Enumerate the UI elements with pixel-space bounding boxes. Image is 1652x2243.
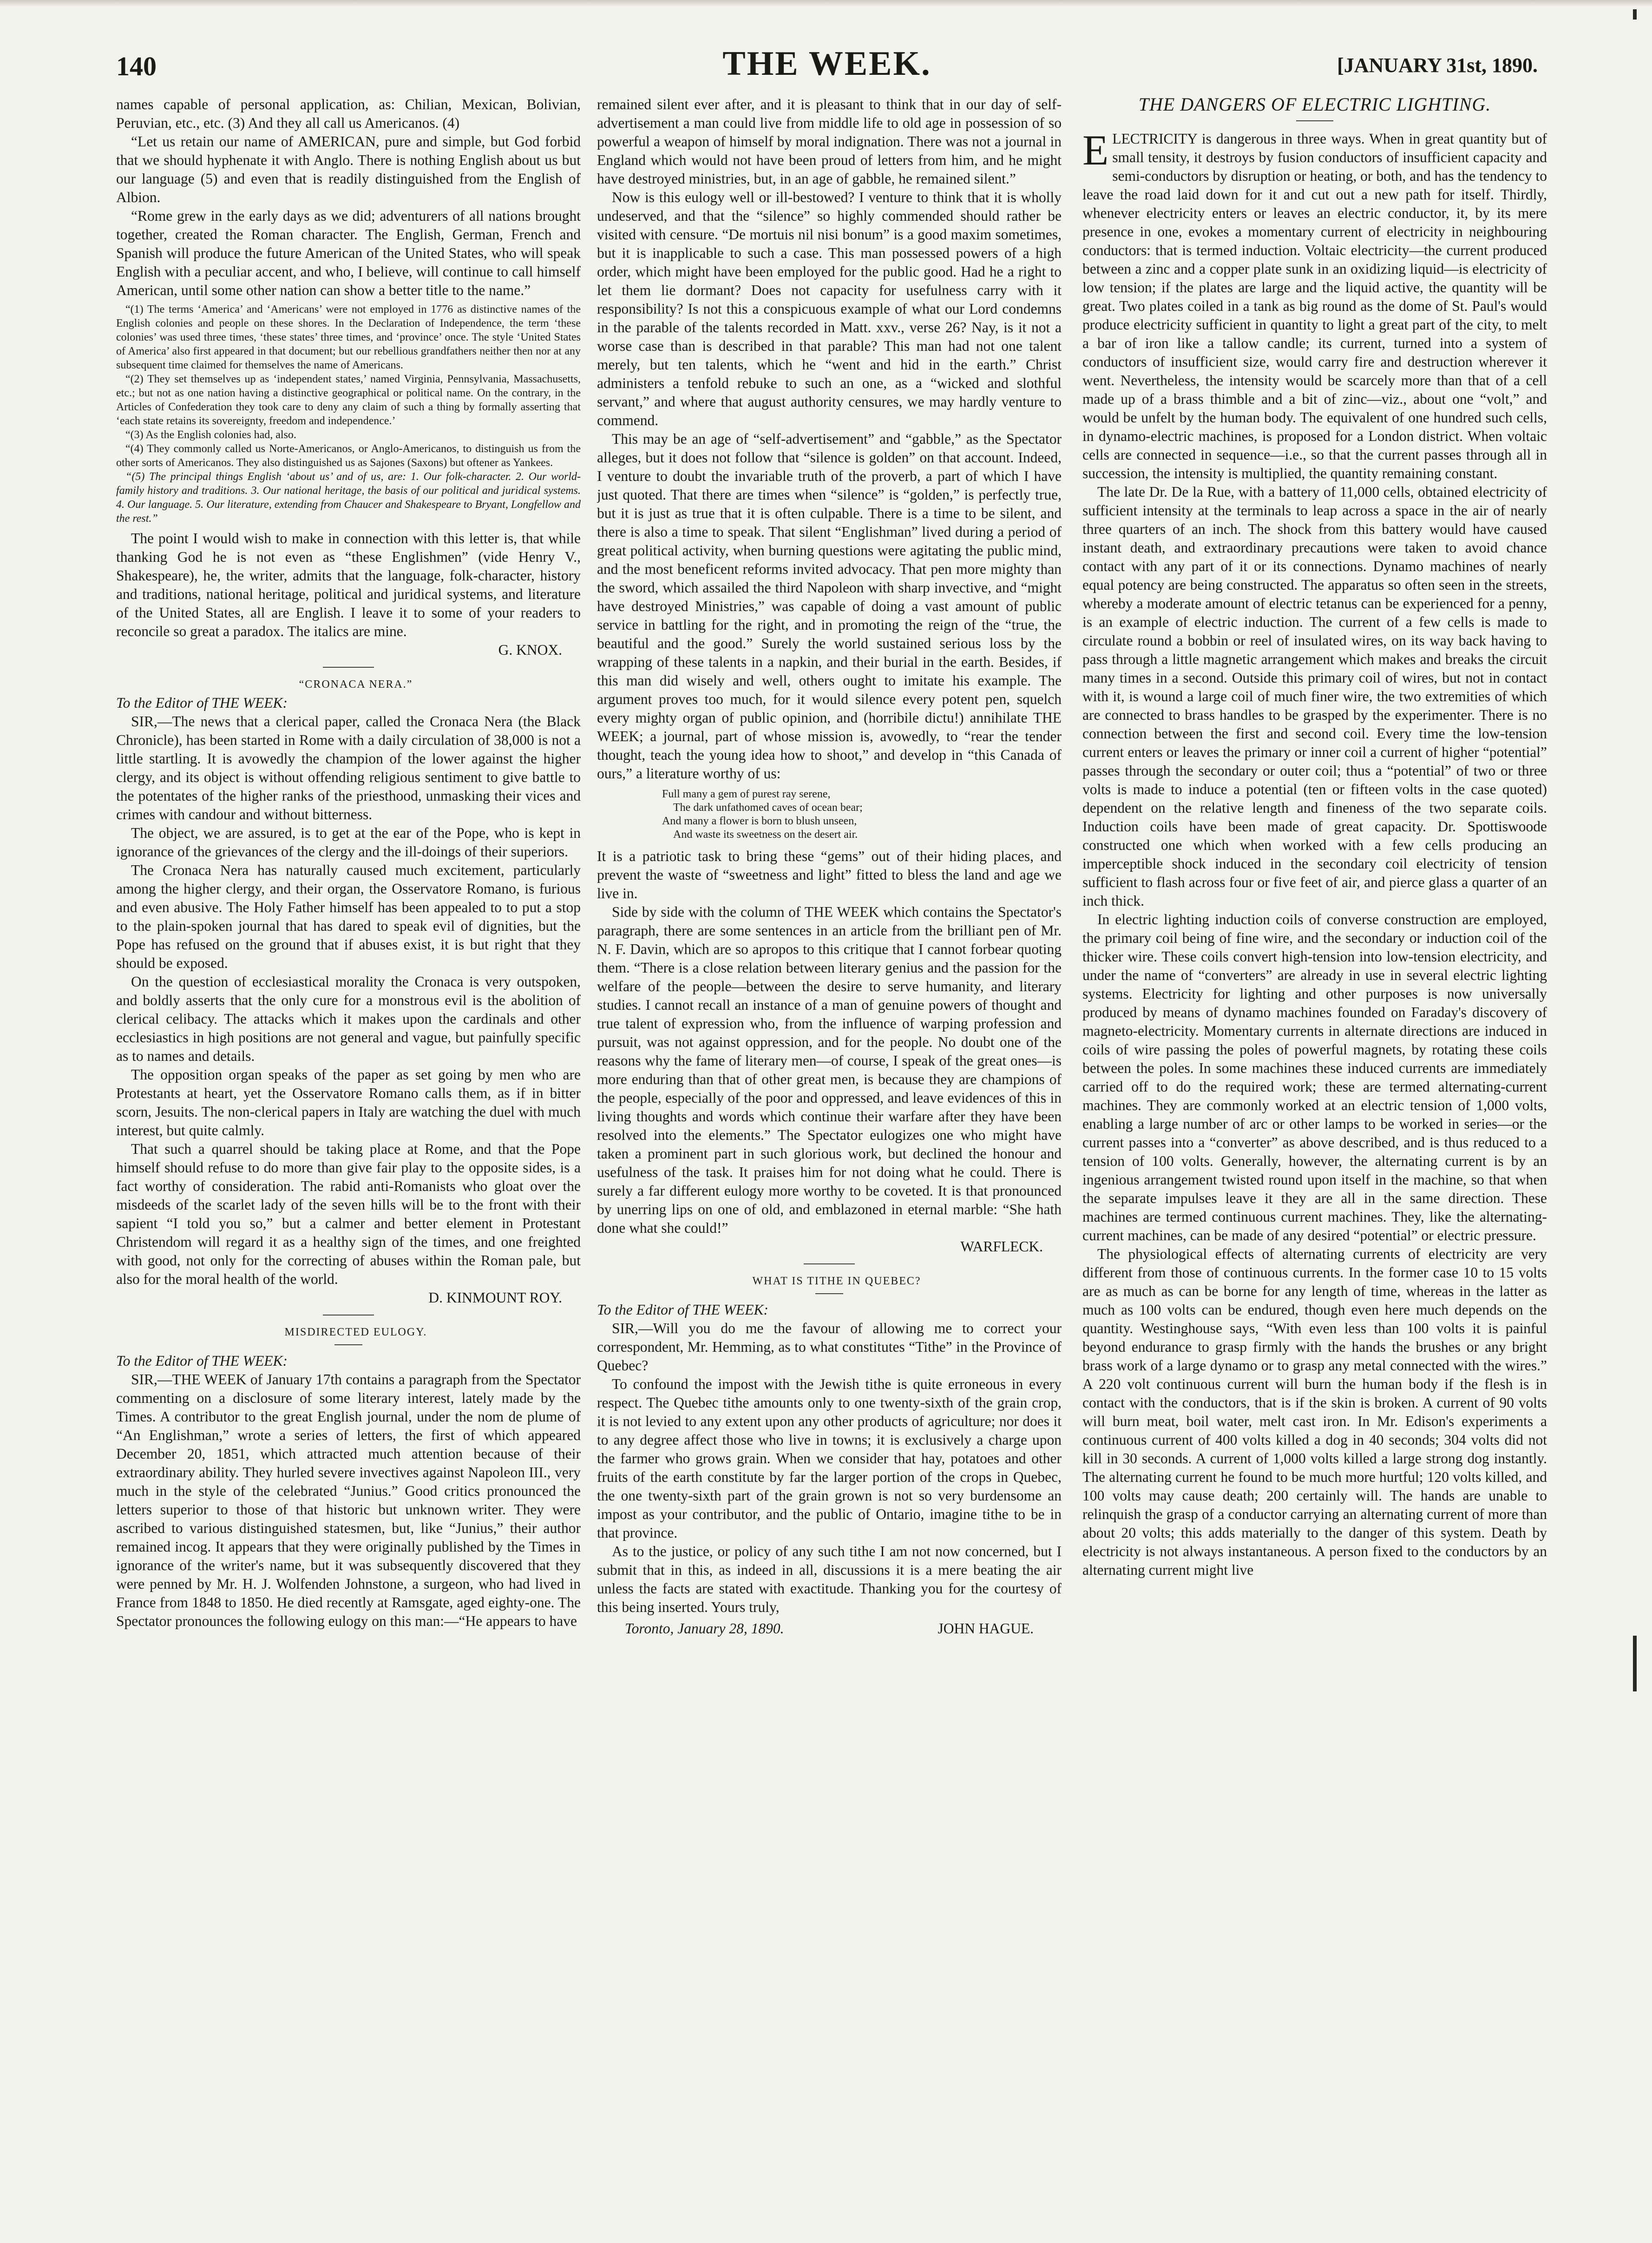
footnote: “(4) They commonly called us Norte-Americanos, or Anglo-Americanos, to distinguish us from the other sorts of Americanos. They also distinguished us as Sajones (Saxons) but oftener as Yankees. — [116, 443, 581, 469]
paragraph: SIR,—Will you do me the favour of allowing me to correct your correspondent, Mr. Hemming, as to what constitutes “Tithe” in the Province of Quebec? — [597, 1320, 1062, 1374]
verse-line: Full many a gem of purest ray serene, — [662, 788, 831, 800]
column-2 — [597, 95, 1062, 2214]
masthead: THE WEEK. — [722, 45, 931, 83]
footnote: “(1) The terms ‘America’ and ‘Americans’ were not employed in 1776 as distinctive names of the English colonies and people on these shores. In the Declaration of Independence, the term ‘these colonies’ was used three times, ‘these states’ three times, and ‘province’ once. The style ‘United States of America’ also first appeared in that document; but our rebellious grandfathers neither then nor at any subsequent time claimed for themselves the name of Americans. — [116, 303, 581, 371]
page-edge-mark — [1633, 9, 1637, 20]
divider — [815, 1293, 843, 1294]
paragraph — [1082, 126, 1547, 483]
article-heading: WHAT IS TITHE IN QUEBEC? — [752, 1275, 921, 1287]
page-number: 140 — [116, 51, 157, 81]
footnote: “(2) They set themselves up as ‘independent states,’ named Virginia, Pennsylvania, Massachusetts, etc.; but not as one nation having a distinctive geographical or political name. On the contrary, in the Articles of Confederation they took care to deny any claim of such a thing by formally asserting that ‘each state retains its sovereignty, freedom and independence.’ — [116, 373, 581, 427]
footnote: “(3) As the English colonies had, also. — [125, 429, 296, 441]
verse-line: The dark unfathomed caves of ocean bear; — [673, 802, 863, 814]
footnotes — [116, 303, 581, 526]
paragraph: On the question of ecclesiastical morality the Cronaca is very outspoken, and boldly asserts that the only cure for a monstrous evil is the abolition of clerical celibacy. The attacks which it makes upon the cardinals and other ecclesiastics in high positions are not general and vague, but painfully specific as to names and details. — [116, 974, 581, 1064]
column-1 — [116, 95, 581, 2214]
paragraph: Now is this eulogy well or ill-bestowed? I venture to think that it is wholly undeserved, and that the “silence” so highly commended should rather be visited with censure. “De mortuis nil nisi bonum” is a good maxim sometimes, but it is inapplicable to such a case. This man possessed powers of a high order, which might have been employed for the public good. Had he a right to let them lie dormant? Does not capacity for usefulness carry with it responsibility? Is not this a conspicuous example of what our Lord condemns in the parable of the talents recorded in Matt. xxv., verse 26? Nay, is it not a worse case than is described in that parable? This man had not one talent merely, but ten talents, which he “went and hid in the earth.” Christ administers a tenfold rebuke to such an one, as a “wicked and slothful servant,” and where that august authority censures, we may hardly venture to commend. — [597, 189, 1062, 428]
signature: JOHN HAGUE. — [937, 1620, 1034, 1637]
quoted-verse — [662, 788, 1062, 842]
paragraph: The object, we are assured, is to get at the ear of the Pope, who is kept in ignorance of the grievances of the clergy and the ill-doings of their superiors. — [116, 825, 581, 860]
paragraph: “Rome grew in the early days as we did; adventurers of all nations brought together, created the Roman character. The English, German, French and Spanish will produce the future American of the United States, who will speak English with a peculiar accent, and who, I believe, will continue to call himself American, until some other nation can show a better title to the name.” — [116, 208, 581, 298]
footnote: “(5) The principal things English ‘about us’ and of us, are: 1. Our folk-character. 2. Our world-family history and traditions. 3. Our national heritage, the basis of our political and juridical systems. 4. Our language. 5. Our literature, extending from Chaucer and Shakespeare to Bryant, Longfellow and the rest.” — [116, 471, 581, 525]
paragraph: SIR,—THE WEEK of January 17th contains a paragraph from the Spectator commenting on a disclosure of some literary interest, lately made by the Times. A contributor to the great English journal, under the nom de plume of “An Englishman,” wrote a series of letters, the first of which appeared December 20, 1851, which attracted much attention because of their extraordinary ability. They hurled severe invectives against Napoleon III., very much in the style of the celebrated “Junius.” Good critics pronounced the letters superior to those of that historic but unknown writer. They were ascribed to various distinguished statesmen, but, like “Junius,” their author remained incog. It appears that they were originally published by the Times in ignorance of the writer's name, but it was subsequently discovered that they were penned by Mr. H. J. Wolfenden Johnstone, a surgeon, who had lived in France from 1848 to 1850. He died recently at Ramsgate, aged eighty-one. The Spectator pronounces the following eulogy on this man:—“He appears to have — [116, 1371, 581, 1629]
article-heading: “CRONACA NERA.” — [299, 678, 413, 691]
drop-cap: E — [1082, 126, 1109, 174]
signature: WARFLECK. — [960, 1238, 1043, 1255]
place-date: Toronto, January 28, 1890. — [625, 1620, 784, 1637]
paragraph: The Cronaca Nera has naturally caused much excitement, particularly among the higher clergy, and their organ, the Osservatore Romano, is furious and even abusive. The Holy Father himself has been appealed to to put a stop to the plain-spoken journal that has dared to speak evil of dignities, but the Pope has refused on the ground that if abuses exist, it is but right that they should be exposed. — [116, 862, 581, 971]
paragraph: In electric lighting induction coils of converse construction are employed, the primary coil being of fine wire, and the secondary or induction coil of the thicker wire. These coils convert high-tension into low-tension electricity, and under the name of “converters” are already in use in several electric lighting systems. Electricity for lighting and other purposes is now universally produced by means of dynamo machines founded on Faraday's discovery of magneto-electricity. Momentary currents in alternate directions are induced in coils of wire passing the poles of powerful magnets, by rotating these coils between the poles. In some machines these induced currents are immediately carried off to do the required work; these are termed alternating-current machines. They are commonly worked at an electric tension of 1,000 volts, enabling a large number of arc or other lamps to be worked in series—or the current passes into a “converter” as above described, and is thus reduced to a tension of 100 volts. Generally, however, the alternating current is by an ingenious arrangement twisted round upon itself in the machine, so that when the separate impulses leave it they are all in the same direction. These machines are termed continuous current machines. They, like the alternating-current machines, can be made of any desired “potential” or electric pressure. — [1082, 911, 1547, 1243]
paragraph: “Let us retain our name of AMERICAN, pure and simple, but God forbid that we should hyphenate it with Anglo. There is nothing English about us but our language (5) and even that is readily distinguished from the English of Albion. — [116, 133, 581, 205]
paragraph: The opposition organ speaks of the paper as set going by men who are Protestants at heart, yet the Osservatore Romano calls them, as if in bitter scorn, Jesuits. The non-clerical papers in Italy are watching the duel with much interest, but quite calmly. — [116, 1066, 581, 1138]
divider — [323, 667, 374, 668]
article-title: THE DANGERS OF ELECTRIC LIGHTING. — [1138, 95, 1491, 115]
page-edge-mark — [1633, 1636, 1637, 1691]
paragraph: To confound the impost with the Jewish tithe is quite erroneous in every respect. The Quebec tithe amounts only to one twenty-sixth of the grain crop, it is not levied to any extent upon any other products of agriculture; nor does it to any degree affect those who live in towns; it is exclusively a charge upon the farmer who grows grain. When we consider that hay, potatoes and other fruits of the earth constitute by far the larger portion of the crops in Quebec, the one twenty-sixth part of the grain grown is not so very burdensome an impost as your contributor, and the public of Ontario, imagine tithe to be in that province. — [597, 1376, 1062, 1541]
verse-line: And waste its sweetness on the desert air. — [673, 829, 858, 841]
paragraph: The point I would wish to make in connection with this letter is, that while thanking God he is not even as “these Englishmen” (vide Henry V., Shakespeare), he, the writer, admits that the language, folk-character, history and traditions, national heritage, political and juridical systems, and literature of the United States, all are English. I leave it to some of your readers to reconcile so great a paradox. The italics are mine. — [116, 530, 581, 639]
paragraph: This may be an age of “self-advertisement” and “gabble,” as the Spectator alleges, but it does not follow that “silence is golden” on that account. Indeed, I venture to doubt the invariable truth of the proverb, a part of which I have just quoted. That there are times when “silence” is “golden,” is perfectly true, but it is just as true that it is often culpable. There is a time to be silent, and there is also a time to speak. That silent “Englishman” lived during a period of great political activity, when burning questions were agitating the public mind, and the most beneficent reforms invited advocacy. That pen more mighty than the sword, which assailed the third Napoleon with sharp invective, and “might have destroyed Ministries,” was capable of doing a vast amount of public service in battling for the right, and in promoting the reign of the “true, the beautiful and the good.” Surely the world sustained serious loss by the wrapping of these talents in a napkin, and their burial in the earth. Besides, if this man did wisely and well, others ought to imitate his example. The argument proves too much, for it would silence every potent pen, squelch every mighty organ of public opinion, and (horribile dictu!) annihilate THE WEEK; a journal, part of whose mission is, avowedly, to “rear the tender thought, teach the young idea how to shoot,” and develop in “this Canada of ours,” a literature worthy of us: — [597, 431, 1062, 782]
paragraph: It is a patriotic task to bring these “gems” out of their hiding places, and prevent the waste of “sweetness and light” fitted to bless the land and age we live in. — [597, 848, 1062, 901]
page-header — [116, 44, 1538, 86]
column-3 — [1082, 95, 1547, 2214]
letter-footer — [597, 1619, 1062, 1638]
signature: D. KINMOUNT ROY. — [428, 1289, 562, 1306]
salutation: To the Editor of THE WEEK: — [597, 1302, 768, 1318]
paragraph: The physiological effects of alternating currents of electricity are very different from those of continuous currents. In the former case 10 to 15 volts are as much as can be borne for any length of time, whereas in the latter as much as 100 volts can be endured, though even here much depends on the quantity. Westinghouse says, “With even less than 100 volts it is painful beyond endurance to grasp firmly with the hands the brushes or any bright brass work of a large dynamo or to grasp any metal connected with the wires.” A 220 volt continuous current will burn the human body if the flesh is in contact with the conductors, that is if the skin is broken. A current of 90 volts will burn meat, boil water, melt cast iron. In Mr. Edison's experiments a continuous current of 400 volts killed a dog in 40 seconds; 304 volts did not kill in 30 seconds. A current of 1,000 volts killed a large strong dog instantly. The alternating current he found to be much more hurtful; 120 volts killed, and 100 volts may cause death; 200 certainly will. The hands are unable to relinquish the grasp of a conductor carrying an alternating current of more than about 20 volts; this adds materially to the danger of this system. Death by electricity is not always instantaneous. A person fixed to the conductors by an alternating current might live — [1082, 1246, 1547, 1578]
divider — [323, 1315, 374, 1316]
paragraph: names capable of personal application, as: Chilian, Mexican, Bolivian, Peruvian, etc., etc. (3) And they all call us Americanos. (4) — [116, 96, 581, 131]
divider — [1296, 120, 1333, 121]
paragraph: As to the justice, or policy of any such tithe I am not now concerned, but I submit that in this, as indeed in all, discussions it is a mere beating the air unless the facts are stated with exactitude. Thanking you for the courtesy of this being inserted. Yours truly, — [597, 1543, 1062, 1615]
divider — [804, 1263, 855, 1264]
top-border — [0, 0, 1652, 7]
paragraph: SIR,—The news that a clerical paper, called the Cronaca Nera (the Black Chronicle), has been started in Rome with a daily circulation of 38,000 is not a little startling. It is avowedly the champion of the lower against the higher clergy, and its object is without offending religious sentiment to give battle to the potentates of the higher ranks of the priesthood, unmasking their vices and crimes with candour and without bitterness. — [116, 713, 581, 822]
paragraph: That such a quarrel should be taking place at Rome, and that the Pope himself should refuse to do more than give fair play to the opposite sides, is a fact worthy of consideration. The rabid anti-Romanists who gloat over the misdeeds of the scarlet lady of the seven hills will be to the front with their sapient “I told you so,” but a calmer and better element in Protestant Christendom will regard it as a healthy sign of the times, and one freighted with good, not only for the correcting of abuses within the Roman pale, but also for the moral health of the world. — [116, 1141, 581, 1287]
issue-date: [JANUARY 31st, 1890. — [1337, 54, 1538, 77]
salutation: To the Editor of THE WEEK: — [116, 695, 288, 711]
paragraph-text: LECTRICITY is dangerous in three ways. When in great quantity but of small tensity, it destroys by fusion conductors of insufficient capacity and semi-conductors by disruption or heating, or both, and has the tendency to leave the road laid down for it and cut out a new path for itself. Thirdly, whenever electricity enters or leaves an electric conductor, it, by its mere presence in one, evokes a momentary current of electricity in neighbouring conductors: that is termed induction. Voltaic electricity—the current produced between a zinc and a copper plate sunk in an oxidizing liquid—is electricity of low tension; if the plates are large and the liquid active, the quantity will be great. Two plates coiled in a tank as big round as the dome of St. Paul's would produce electricity sufficient in quantity to light a great part of the city, to melt a bar of iron like a tallow candle; its current, turned into a system of conductors of insufficient size, would carry fire and destruction wherever it went. Nevertheless, the intensity would be scarcely more than that of a cell made up of a brass thimble and a bit of zinc—viz., about one “volt,” and would be unfelt by the human body. The equivalent of one hundred such cells, in dynamo-electric machines, is proposed for a London district. When voltaic cells are connected in sequence—i.e., so that the current passes through all in succession, the intensity is multiplied, the quantity remaining constant. — [1082, 131, 1547, 481]
paragraph: remained silent ever after, and it is pleasant to think that in our day of self-advertisement a man could live from middle life to old age in possession of so powerful a weapon of himself by moral indignation. There was not a journal in England which would not have been proud of letters from him, and he might have destroyed ministries, but, in an age of gabble, he remained silent.” — [597, 96, 1062, 187]
signature: G. KNOX. — [498, 642, 562, 658]
paragraph: The late Dr. De la Rue, with a battery of 11,000 cells, obtained electricity of sufficient intensity at the terminals to leap across a space in the air of nearly three quarters of an inch. The shock from this battery would have caused instant death, and extraordinary precautions were taken to avoid chance contact with any part of it or its connections. Dynamo machines of nearly equal potency are being constructed. The apparatus so often seen in the streets, whereby a moderate amount of electric tetanus can be experienced for a penny, is an example of electric induction. The current of a few cells is made to circulate round a bobbin or reel of insulated wires, on its way back having to pass through a little magnetic arrangement which makes and breaks the circuit many times in a second. Outside this primary coil of wires, but not in contact with it, is wound a large coil of much finer wire, the two extremities of which are connected to brass handles to be grasped by the experimenter. There is no connection between the first and second coil. Every time the low-tension current enters or leaves the primary or inner coil a current of higher “potential” passes through the secondary or outer coil; thus a “potential” of two or three volts is made to induce a potential (ten or fifteen volts in the case quoted) dependent on the relative length and fineness of the two separate coils. Induction coils have been made of great capacity. Dr. Spottiswoode constructed one which when worked with a few cells producing an imperceptible shock induced in the secondary coil electricity of tension sufficient to flash across four or five feet of air, and pierce glass a quarter of an inch thick. — [1082, 484, 1547, 909]
divider — [334, 1344, 362, 1345]
salutation: To the Editor of THE WEEK: — [116, 1353, 288, 1369]
article-heading: MISDIRECTED EULOGY. — [284, 1326, 427, 1338]
paragraph: Side by side with the column of THE WEEK which contains the Spectator's paragraph, there are some sentences in an article from the brilliant pen of Mr. N. F. Davin, which are so apropos to this critique that I cannot forbear quoting them. “There is a close relation between literary genius and the passion for the welfare of the people—between the desire to serve humanity, and literary studies. I cannot recall an instance of a man of genuine powers of thought and true talent of expression who, from the influence of warping profession and pursuit, was not against oppression, and for the people. No doubt one of the reasons why the fame of literary men—of course, I speak of the great ones—is more enduring than that of other great men, is because they are champions of the people, especially of the poor and oppressed, and leave evidences of this in living thoughts and words which continue their warfare after they have been resolved into the elements.” The Spectator eulogizes one who might have taken a prominent part in such glorious work, but declined the honour and usefulness of the task. It praises him for not doing what he could. There is surely a far different eulogy more worthy to be coveted. It is that pronounced by unerring lips on one of old, and emblazoned in eternal marble: “She hath done what she could!” — [597, 904, 1062, 1236]
verse-line: And many a flower is born to blush unseen, — [662, 815, 857, 827]
